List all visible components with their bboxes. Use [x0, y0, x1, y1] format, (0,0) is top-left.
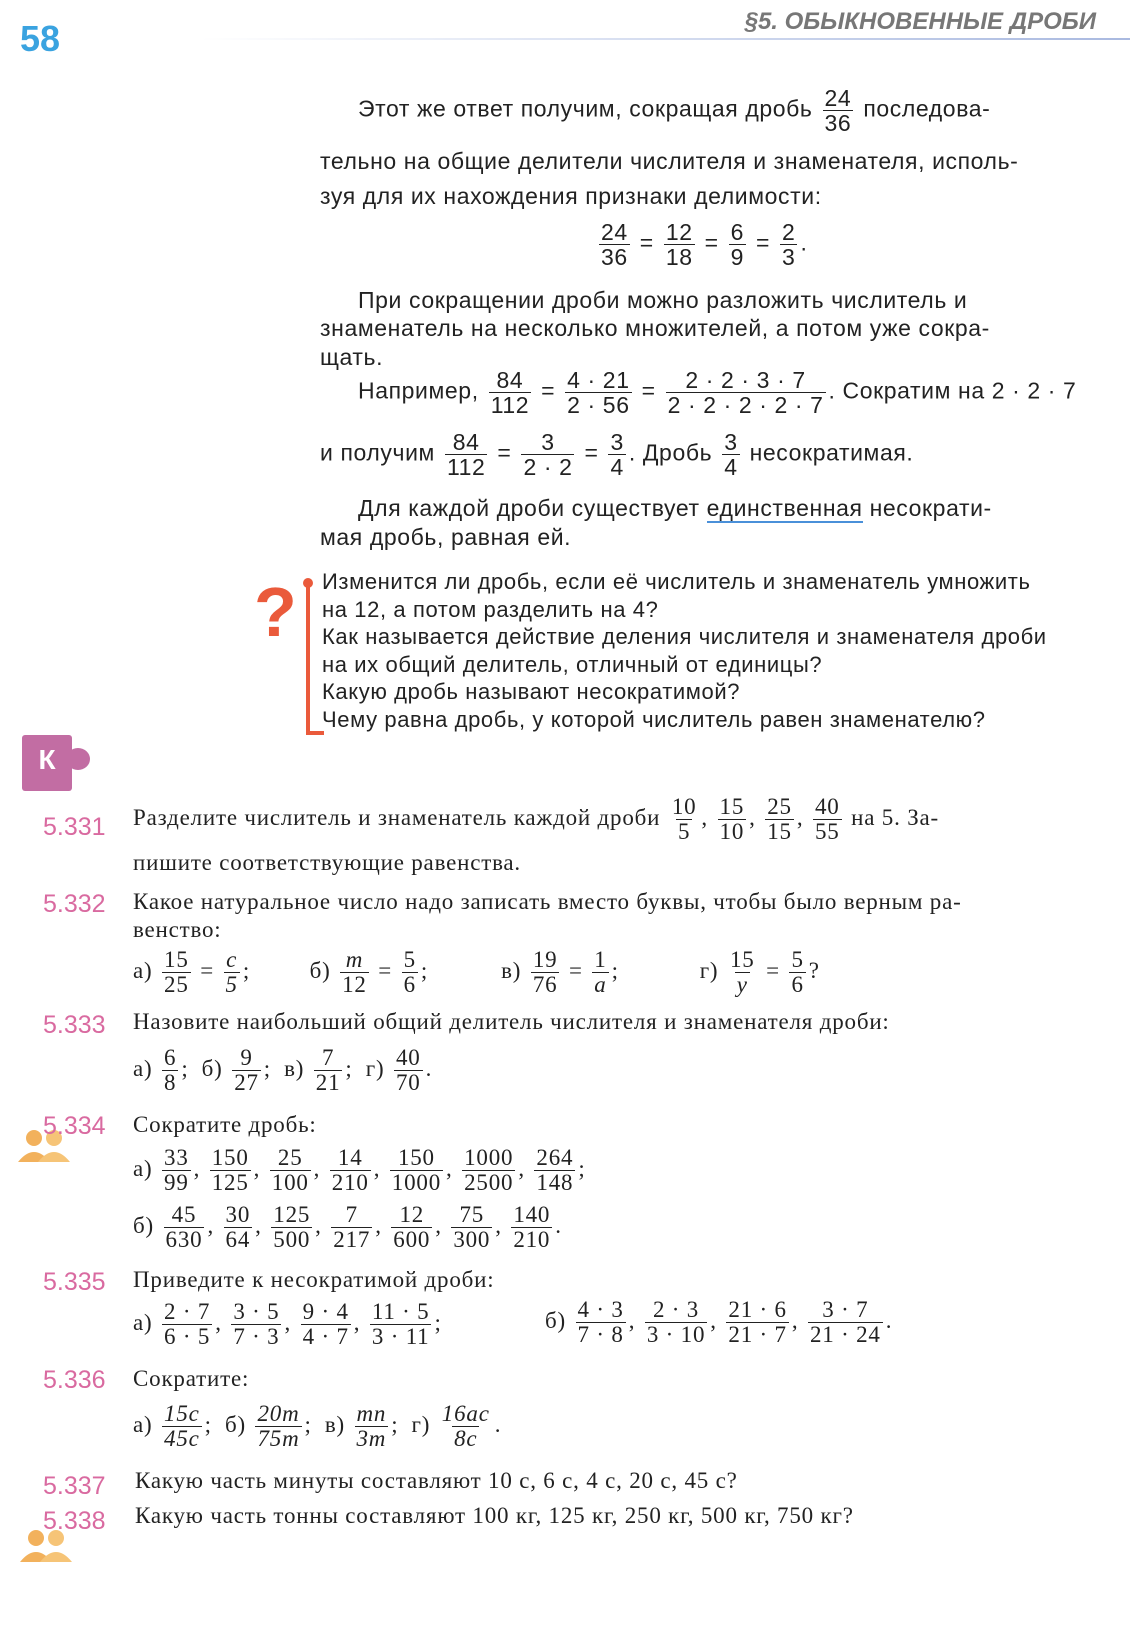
- fraction-chain: $\frac{24}{36}$ = $\frac{12}{18}$ = $\frac{6}{9}$ = $\frac{2}{3}$ .: [601, 219, 808, 271]
- question-line: Какую дробь называют несократимой?: [322, 679, 741, 704]
- exercise-5-331: Разделите числитель и знаменатель каждой дроби $\frac{10}{5}$ , $\frac{15}{10}$ , $\frac{25}{15}$ , $\frac{40}{55}$ на 5. За-: [133, 794, 939, 845]
- theory-paragraph-3: Для каждой дроби существует единственная несократи-: [358, 495, 992, 521]
- theory-paragraph-1: Этот же ответ получим, сокращая дробь $\frac{24}{36}$ последова-: [358, 85, 991, 137]
- question-line: Чему равна дробь, у которой числитель равен знаменателю?: [322, 706, 986, 732]
- exercise-items: а) $\frac{15c}{45c}$ ; б) $\frac{20m}{75m}$ ; в) $\frac{mn}{3m}$ ; г) $\frac{16ac}{8c}$ .: [133, 1401, 502, 1452]
- underlined-word: единственная: [706, 495, 863, 521]
- exercise-5-333: Назовите наибольший общий делитель числителя и знаменателя дроби:: [133, 1009, 890, 1034]
- exercise-5-332: Какое натуральное число надо записать вместо буквы, чтобы было верным ра-: [133, 889, 962, 914]
- question-mark-icon: ?: [254, 573, 297, 651]
- question-line: на их общий делитель, отличный от единицы?: [322, 651, 823, 677]
- exercise-number: 5.331: [43, 813, 106, 841]
- result-line: и получим $\frac{84}{112}$ = $\frac{3}{2 \cdot 2}$ = $\frac{3}{4}$ . Дробь $\frac{3}{4}$ несократимая.: [320, 429, 914, 481]
- exercise-5-335: Приведите к несократимой дроби:: [133, 1267, 495, 1292]
- exercise-row-a: а) $\frac{2 \cdot 7}{6 \cdot 5}$ , $\frac{3 \cdot 5}{7 \cdot 3}$ , $\frac{9 \cdot 4}{4 \cdot 7}$ , $\frac{11 \cdot 5}{3 \cdot 11}$ ;: [133, 1299, 442, 1350]
- theory-line: тельно на общие делители числителя и знаменателя, исполь-: [320, 148, 1019, 174]
- exercise-5-338: Какую часть тонны составляют 100 кг, 125 кг, 250 кг, 500 кг, 750 кг?: [135, 1503, 854, 1528]
- question-line: Изменится ли дробь, если её числитель и знаменатель умножить: [322, 569, 1031, 594]
- exercise-5-336: Сократите:: [133, 1366, 250, 1391]
- question-list: [322, 568, 1047, 733]
- exercise-number: 5.337: [43, 1472, 106, 1500]
- exercise-number: 5.336: [43, 1366, 106, 1394]
- exercise-number: 5.332: [43, 890, 106, 918]
- theory-line: При сокращении дроби можно разложить числитель и: [358, 287, 968, 313]
- exercise-5-334: Сократите дробь:: [133, 1112, 317, 1137]
- theory-line: знаменатель на несколько множителей, а потом уже сокра-: [320, 315, 990, 341]
- section-title: §5. ОБЫКНОВЕННЫЕ ДРОБИ: [744, 8, 1096, 35]
- item-a: а) $\frac{15}{25}$ = $\frac{c}{5}$ ;: [133, 947, 251, 998]
- exercise-row-a: а) $\frac{33}{99}$ , $\frac{150}{125}$ , $\frac{25}{100}$ , $\frac{14}{210}$ , $\frac{150}{1000}$ , $\frac{1000}{2500}$ , $\frac{264}{148}$ ;: [133, 1145, 586, 1196]
- exercise-5-337: Какую часть минуты составляют 10 с, 6 с, 4 с, 20 с, 45 с?: [135, 1468, 738, 1493]
- exercise-items: [133, 948, 820, 997]
- question-line: на 12, а потом разделить на 4?: [322, 596, 659, 622]
- page-number: 58: [20, 18, 61, 59]
- item-b: б) $\frac{m}{12}$ = $\frac{5}{6}$ ;: [309, 947, 429, 998]
- k-badge-icon: К: [22, 735, 72, 791]
- header-divider: [200, 38, 1130, 40]
- exercise-number: 5.338: [43, 1507, 106, 1535]
- question-bracket: [306, 582, 310, 734]
- exercise-line: пишите соответствующие равенства.: [133, 850, 521, 875]
- item-d: г) $\frac{15}{y}$ = $\frac{5}{6}$ ?: [699, 947, 820, 998]
- theory-line: щать.: [320, 344, 384, 370]
- exercise-items: а) $\frac{6}{8}$ ; б) $\frac{9}{27}$ ; в) $\frac{7}{21}$ ; г) $\frac{40}{70}$ .: [133, 1045, 433, 1096]
- exercise-number: 5.335: [43, 1268, 106, 1296]
- example-line: Например, $\frac{84}{112}$ = $\frac{4 \cdot 21}{2 \cdot 56}$ = $\frac{2 \cdot 2 \cdot 3 \cdot 7}{2 \cdot 2 \cdot 2 \cdot 2 \cdot 7}$ . Сократим на 2 · 2 · 7: [358, 367, 1077, 419]
- question-line: Как называется действие деления числителя и знаменателя дроби: [322, 624, 1047, 649]
- exercise-row-b: б) $\frac{4 \cdot 3}{7 \cdot 8}$ , $\frac{2 \cdot 3}{3 \cdot 10}$ , $\frac{21 \cdot 6}{21 \cdot 7}$ , $\frac{3 \cdot 7}{21 \cdot 24}$ .: [545, 1297, 893, 1348]
- exercise-row-b: б) $\frac{45}{630}$ , $\frac{30}{64}$ , $\frac{125}{500}$ , $\frac{7}{217}$ , $\frac{12}{600}$ , $\frac{75}{300}$ , $\frac{140}{210}$ .: [133, 1202, 562, 1253]
- exercise-line: венство:: [133, 917, 222, 942]
- item-c: в) $\frac{19}{76}$ = $\frac{1}{a}$ ;: [501, 947, 619, 998]
- theory-line: зуя для их нахождения признаки делимости:: [320, 183, 822, 209]
- exercise-number: 5.333: [43, 1011, 106, 1039]
- exercise-number: 5.334: [43, 1112, 106, 1140]
- theory-line: мая дробь, равная ей.: [320, 524, 572, 550]
